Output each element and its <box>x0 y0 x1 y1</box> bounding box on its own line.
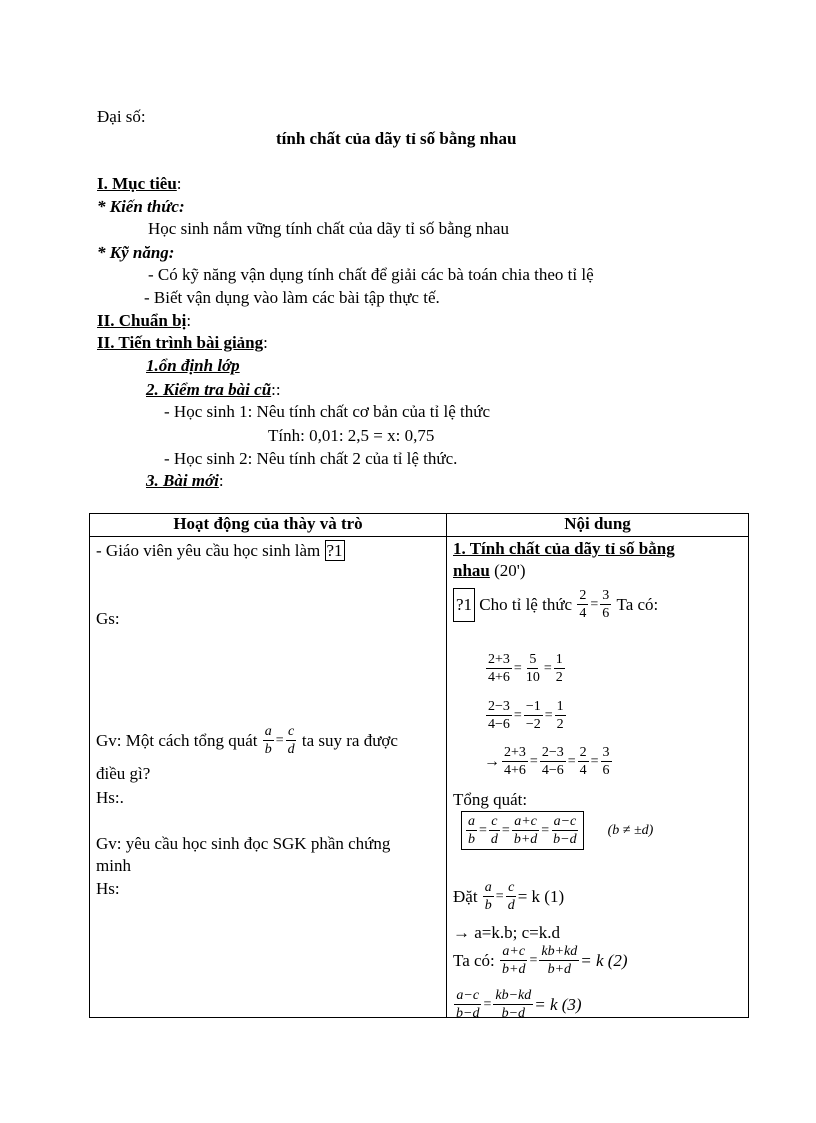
column-header-content: Nội dung <box>447 514 749 537</box>
fraction-a-b: $\frac{a}{b}$ <box>264 724 272 757</box>
hs-label-2: Hs: <box>96 879 120 898</box>
step-3-heading: 3. Bài mới: <box>146 471 224 490</box>
implies-line: → a=k.b; c=k.d <box>453 923 560 942</box>
difference-equation: $\frac{2-3}{4-6}$ = $\frac{-1}{-2}$ = $\frac{1}{2}$ <box>488 699 564 732</box>
gv-general-question: Gv: Một cách tổng quát $\frac{a}{b}$ = $\frac{c}{d}$ ta suy ra được <box>96 724 398 757</box>
section-process-heading: II. Tiến trình bài giảng: <box>97 333 268 352</box>
gv-general-question-cont: điều gì? <box>96 764 151 783</box>
column-header-activities: Hoạt động của thày và trò <box>90 514 447 537</box>
condition-note: (b ≠ ±d) <box>607 822 654 838</box>
step-1-heading: 1.ổn định lớp <box>146 356 240 375</box>
sum-equation: $\frac{2+3}{4+6}$ = $\frac{5}{10}$ = $\frac{1}{2}$ <box>488 652 563 685</box>
step-2-heading: 2. Kiểm tra bài cũ:: <box>146 380 281 399</box>
knowledge-label: * Kiến thức: <box>97 197 185 216</box>
skills-label: * Kỹ năng: <box>97 243 175 262</box>
knowledge-text: Học sinh nắm vững tính chất của dãy tỉ số bằng nhau <box>148 219 509 238</box>
check-item-3: - Học sinh 2: Nêu tính chất 2 của tỉ lệ thức. <box>164 449 458 468</box>
content-title-line-2: nhau (20') <box>453 561 526 580</box>
skills-item-2: - Biết vận dụng vào làm các bài tập thực tế. <box>144 288 440 307</box>
equation-3: $\frac{a-c}{b-d}$ = $\frac{kb-kd}{b-d}$ = k (3) <box>456 988 582 1021</box>
teacher-request-line: - Giáo viên yêu cầu học sinh làm ?1 <box>96 541 343 560</box>
general-label: Tổng quát: <box>453 790 528 809</box>
section-objectives-heading: I. Mục tiêu: <box>97 174 182 193</box>
skills-item-1: - Có kỹ năng vận dụng tính chất để giải các bà toán chia theo tỉ lệ <box>148 265 594 284</box>
gs-label: Gs: <box>96 609 120 628</box>
gv-read-instruction-1: Gv: yêu cầu học sinh đọc SGK phần chứng <box>96 834 391 853</box>
combined-equation: → $\frac{2+3}{4+6}$ = $\frac{2-3}{4-6}$ = $\frac{2}{4}$ = $\frac{3}{6}$ <box>484 745 610 778</box>
section-preparation-heading: II. Chuẩn bị: <box>97 311 192 330</box>
page-title: tính chất của dãy tỉ số bằng nhau <box>276 129 517 148</box>
general-formula-box: $\frac{a}{b}$ = $\frac{c}{d}$ = $\frac{a+c}{b+d}$ = $\frac{a-c}{b-d}$ <box>461 811 584 850</box>
set-k-equation: Đặt $\frac{a}{b}$ = $\frac{c}{d}$ = k (1) <box>453 880 565 913</box>
question-1-statement: ?1 Cho tỉ lệ thức $\frac{2}{4}$ = $\frac{3}{6}$ Ta có: <box>453 587 658 622</box>
subject-label: Đại số: <box>97 107 146 126</box>
activities-cell <box>90 537 447 1018</box>
check-item-1: - Học sinh 1: Nêu tính chất cơ bản của tỉ lệ thức <box>164 402 490 421</box>
fraction-c-d: $\frac{c}{d}$ <box>287 724 295 757</box>
content-cell <box>447 537 749 1021</box>
question-1-box: ?1 <box>326 541 343 560</box>
content-title-line-1: 1. Tính chất của dãy tỉ số bằng <box>453 539 675 558</box>
question-1-box-right: ?1 <box>453 588 475 622</box>
general-formula <box>461 811 653 850</box>
hs-label-1: Hs:. <box>96 788 124 807</box>
lesson-table <box>89 513 749 1021</box>
check-item-2: Tính: 0,01: 2,5 = x: 0,75 <box>268 426 435 445</box>
equation-2: Ta có: $\frac{a+c}{b+d}$ = $\frac{kb+kd}{b+d}$ = k (2) <box>453 944 628 977</box>
gv-read-instruction-2: minh <box>96 856 131 875</box>
